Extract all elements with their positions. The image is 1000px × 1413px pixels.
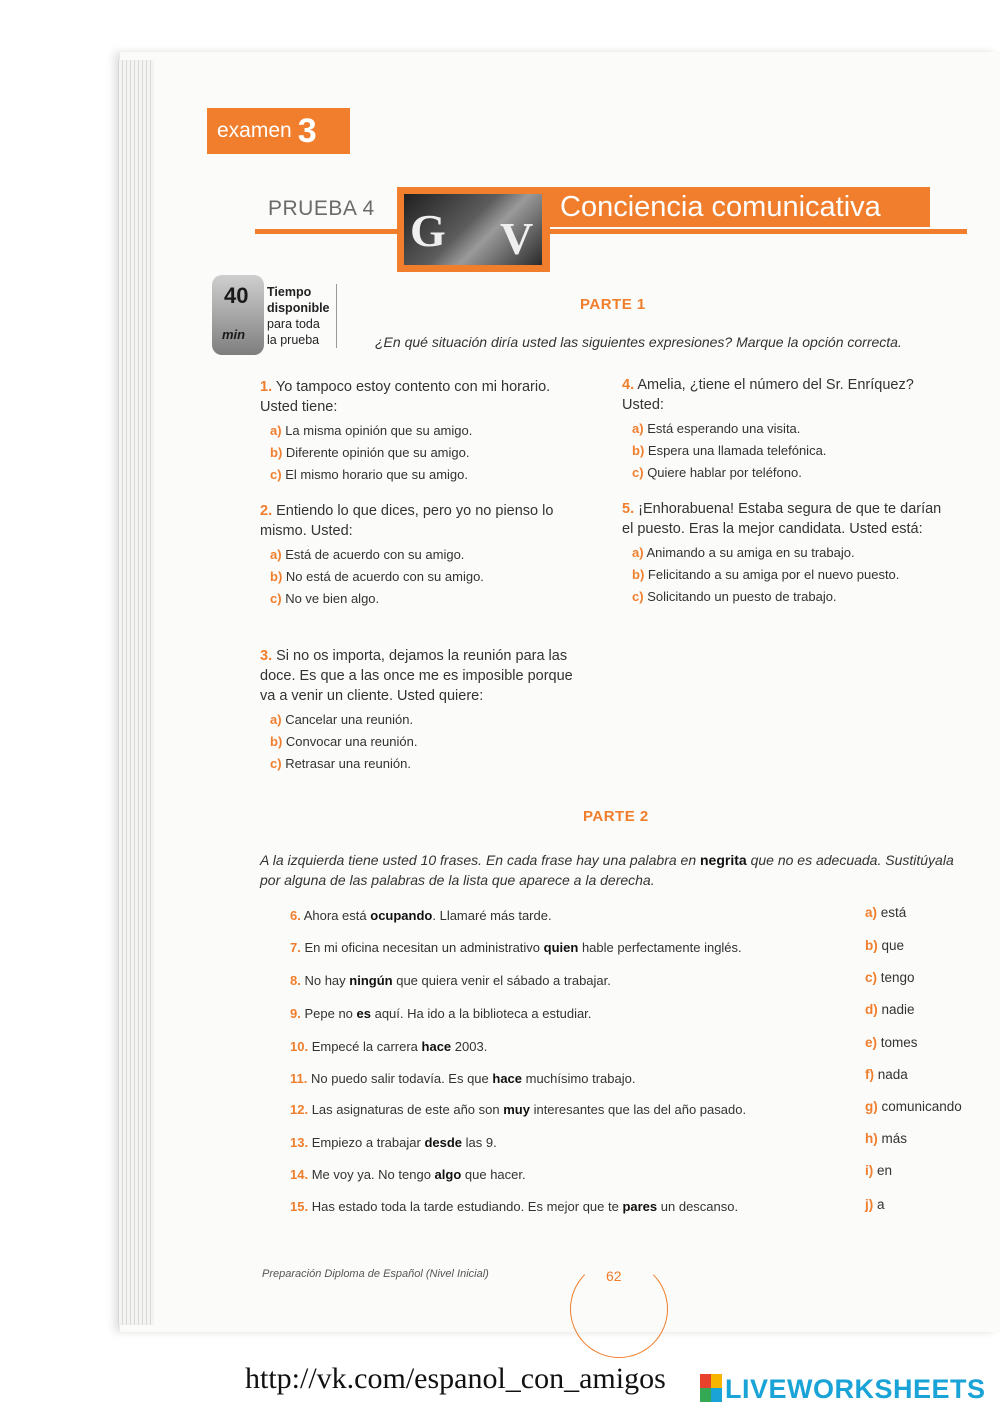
photo-letter-v: V [500, 213, 534, 264]
sentence-14[interactable] [290, 1167, 526, 1182]
option[interactable] [632, 542, 952, 564]
sentence-11[interactable] [290, 1071, 635, 1086]
sentence-text: Ahora está [303, 908, 371, 923]
option-letter: a) [632, 421, 644, 436]
time-line-1: Tiempo [267, 285, 312, 299]
time-line-3: para toda [267, 317, 320, 331]
sentence-number: 12. [290, 1102, 309, 1117]
sentence-bold-word: muy [503, 1102, 530, 1117]
option-list [622, 542, 952, 608]
sentence-text: que quiera venir el sábado a trabajar. [392, 973, 611, 988]
option-list [260, 709, 590, 775]
sentence-number: 10. [290, 1039, 309, 1054]
page-number: 62 [606, 1268, 622, 1284]
sentence-bold-word: algo [434, 1167, 462, 1182]
question-text: ¡Enhorabuena! Estaba segura de que te darían el puesto. Eras la mejor candidata. Usted está: [622, 501, 942, 537]
option-letter: c) [632, 589, 644, 604]
parte2-instruction [260, 850, 972, 890]
word-option-h[interactable] [865, 1131, 907, 1146]
instruction-bold: negrita [700, 852, 747, 868]
header-rule [255, 229, 967, 234]
sentence-9[interactable] [290, 1006, 591, 1021]
word-text: tomes [880, 1035, 918, 1050]
sentence-bold-word: es [356, 1006, 371, 1021]
sentence-text: . Llamaré más tarde. [432, 908, 552, 923]
sentence-15[interactable] [290, 1199, 738, 1214]
word-letter: h) [865, 1131, 878, 1146]
word-option-j[interactable] [865, 1197, 885, 1212]
sentence-text: No puedo salir todavía. Es que [310, 1071, 493, 1086]
sentence-bold-word: ocupando [370, 908, 433, 923]
sentence-number: 7. [290, 940, 301, 955]
option-letter: c) [270, 756, 282, 771]
word-option-e[interactable] [865, 1035, 918, 1050]
option-letter: b) [632, 443, 645, 458]
word-option-b[interactable] [865, 938, 904, 953]
sentence-number: 8. [290, 973, 301, 988]
question-text: Amelia, ¿tiene el número del Sr. Enríquez? Usted: [622, 377, 914, 413]
sentence-text: Has estado toda la tarde estudiando. Es mejor que te [311, 1199, 623, 1214]
sentence-12[interactable] [290, 1102, 746, 1117]
option-text: Diferente opinión que su amigo. [285, 445, 470, 460]
sentence-text: que hacer. [461, 1167, 526, 1182]
option-list [622, 418, 952, 484]
option-text: No está de acuerdo con su amigo. [285, 569, 484, 584]
liveworksheets-logo-icon [700, 1374, 722, 1402]
sentence-text: muchísimo trabajo. [522, 1071, 636, 1086]
sentence-text: No hay [304, 973, 350, 988]
word-letter: g) [865, 1099, 878, 1114]
option[interactable] [632, 440, 952, 462]
sentence-text: En mi oficina necesitan un administrativo [304, 940, 544, 955]
logo-square [700, 1388, 711, 1402]
sentence-bold-word: desde [424, 1135, 463, 1150]
word-text: más [881, 1131, 908, 1146]
parte1-heading: PARTE 1 [580, 296, 646, 313]
liveworksheets-brand: LIVEWORKSHEETS [725, 1374, 986, 1404]
sentence-bold-word: hace [421, 1039, 452, 1054]
sentence-bold-word: hace [492, 1071, 523, 1086]
sentence-number: 11. [290, 1071, 308, 1086]
question-number: 3. [260, 648, 273, 664]
word-letter: d) [865, 1002, 878, 1017]
book-title-footer: Preparación Diploma de Español (Nivel Inicial) [262, 1268, 489, 1280]
sentence-7[interactable] [290, 940, 742, 955]
option[interactable] [270, 709, 590, 731]
option-letter: b) [270, 569, 283, 584]
option-text: No ve bien algo. [285, 591, 380, 606]
option-letter: a) [270, 423, 282, 438]
word-text: tengo [880, 970, 915, 985]
sentence-number: 6. [290, 908, 301, 923]
exam-word: examen [217, 119, 292, 142]
option-text: Solicitando un puesto de trabajo. [647, 589, 837, 604]
question-2 [260, 501, 590, 610]
word-text: está [880, 905, 907, 920]
option-text: Cancelar una reunión. [285, 712, 414, 727]
question-5 [622, 499, 952, 608]
word-letter: a) [865, 905, 878, 920]
option-text: La misma opinión que su amigo. [285, 423, 473, 438]
option-letter: a) [632, 545, 644, 560]
question-3 [260, 646, 590, 775]
option-list [260, 420, 590, 486]
sentence-13[interactable] [290, 1135, 497, 1150]
question-1 [260, 377, 590, 486]
option-letter: a) [270, 547, 282, 562]
word-option-f[interactable] [865, 1067, 908, 1082]
sentence-text: las 9. [462, 1135, 497, 1150]
sentence-number: 15. [290, 1199, 309, 1214]
sentence-10[interactable] [290, 1039, 487, 1054]
option-letter: b) [270, 734, 283, 749]
option[interactable] [270, 588, 590, 610]
sentence-bold-word: ningún [349, 973, 393, 988]
option[interactable] [632, 564, 952, 586]
sentence-text: un descanso. [657, 1199, 739, 1214]
question-text: Si no os importa, dejamos la reunión para las doce. Es que a las once me es imposible porque va a venir un cliente. Usted quiere: [260, 648, 573, 704]
time-unit: min [222, 327, 246, 342]
word-letter: e) [865, 1035, 878, 1050]
sentence-text: 2003. [451, 1039, 488, 1054]
word-option-d[interactable] [865, 1002, 915, 1017]
sentence-6[interactable] [290, 908, 552, 923]
question-number: 2. [260, 503, 273, 519]
question-text: Yo tampoco estoy contento con mi horario. Usted tiene: [260, 379, 551, 415]
scan-background [0, 0, 1000, 52]
option-letter: a) [270, 712, 282, 727]
sentence-text: Empecé la carrera [311, 1039, 422, 1054]
word-text: nadie [881, 1002, 915, 1017]
sentence-text: aquí. Ha ido a la biblioteca a estudiar. [370, 1006, 592, 1021]
page-title: Conciencia comunicativa [550, 187, 930, 227]
sentence-bold-word: quien [543, 940, 579, 955]
exam-number: 3 [297, 111, 317, 150]
sentence-number: 14. [290, 1167, 309, 1182]
parte1-instruction: ¿En qué situación diría usted las siguientes expresiones? Marque la opción correcta. [375, 334, 902, 350]
word-text: comunicando [881, 1099, 962, 1114]
word-letter: f) [865, 1067, 874, 1082]
option-letter: b) [632, 567, 645, 582]
option-letter: b) [270, 445, 283, 460]
sentence-text: Las asignaturas de este año son [311, 1102, 504, 1117]
word-letter: c) [865, 970, 878, 985]
option-text: El mismo horario que su amigo. [285, 467, 468, 482]
question-4 [622, 375, 952, 484]
option[interactable] [270, 420, 590, 442]
option-text: Espera una llamada telefónica. [647, 443, 827, 458]
sentence-text: Me voy ya. No tengo [311, 1167, 435, 1182]
option[interactable] [270, 731, 590, 753]
word-letter: j) [865, 1197, 874, 1212]
time-badge [212, 275, 346, 355]
option[interactable] [270, 464, 590, 486]
option-letter: c) [270, 591, 282, 606]
sentence-text: interesantes que las del año pasado. [529, 1102, 747, 1117]
instruction-text: que no es adecuada. Sustitúyala por alguna de las palabras de la lista que aparece a la derecha. [260, 852, 954, 888]
parte2-heading: PARTE 2 [583, 808, 649, 825]
watermark-url: http://vk.com/espanol_con_amigos [245, 1362, 666, 1395]
sentence-text: Pepe no [304, 1006, 357, 1021]
photo-letter-g: G [410, 205, 446, 256]
sentence-bold-word: pares [622, 1199, 658, 1214]
gv-photo [404, 194, 542, 265]
question-number: 5. [622, 501, 635, 517]
option[interactable] [270, 753, 590, 775]
page-edges [118, 60, 154, 1325]
time-line-4: la prueba [267, 333, 320, 347]
option-letter: c) [632, 465, 644, 480]
exam-tab [207, 108, 350, 154]
option[interactable] [270, 566, 590, 588]
option-text: Quiere hablar por teléfono. [647, 465, 802, 480]
word-letter: b) [865, 938, 878, 953]
option-text: Está esperando una visita. [647, 421, 801, 436]
word-text: nada [877, 1067, 908, 1082]
sentence-text: Empiezo a trabajar [311, 1135, 425, 1150]
option-text: Felicitando a su amiga por el nuevo puesto. [647, 567, 900, 582]
option-letter: c) [270, 467, 282, 482]
option-text: Animando a su amiga en su trabajo. [646, 545, 855, 560]
logo-square [711, 1374, 722, 1388]
sentence-8[interactable] [290, 973, 611, 988]
word-letter: i) [865, 1163, 874, 1178]
option[interactable] [632, 462, 952, 484]
word-option-g[interactable] [865, 1099, 962, 1114]
question-number: 1. [260, 379, 273, 395]
time-description [267, 284, 337, 348]
question-number: 4. [622, 377, 635, 393]
sentence-text: hable perfectamente inglés. [578, 940, 742, 955]
option[interactable] [632, 586, 952, 608]
word-text: que [881, 938, 905, 953]
option-list [260, 544, 590, 610]
word-option-a[interactable] [865, 905, 906, 920]
word-text: a [877, 1197, 885, 1212]
instruction-text: A la izquierda tiene usted 10 frases. En cada frase hay una palabra en [260, 852, 700, 868]
word-option-c[interactable] [865, 970, 915, 985]
option[interactable] [270, 442, 590, 464]
sentence-number: 9. [290, 1006, 301, 1021]
option[interactable] [270, 544, 590, 566]
option-text: Está de acuerdo con su amigo. [285, 547, 465, 562]
time-line-2: disponible [267, 301, 330, 315]
word-text: en [877, 1163, 893, 1178]
logo-square [700, 1374, 711, 1388]
question-text: Entiendo lo que dices, pero yo no pienso lo mismo. Usted: [260, 503, 554, 539]
word-option-i[interactable] [865, 1163, 892, 1178]
time-number: 40 [224, 283, 249, 308]
prueba-label: PRUEBA 4 [268, 197, 375, 220]
option-text: Convocar una reunión. [285, 734, 418, 749]
option[interactable] [632, 418, 952, 440]
sentence-number: 13. [290, 1135, 309, 1150]
logo-square [711, 1388, 722, 1402]
option-text: Retrasar una reunión. [285, 756, 411, 771]
